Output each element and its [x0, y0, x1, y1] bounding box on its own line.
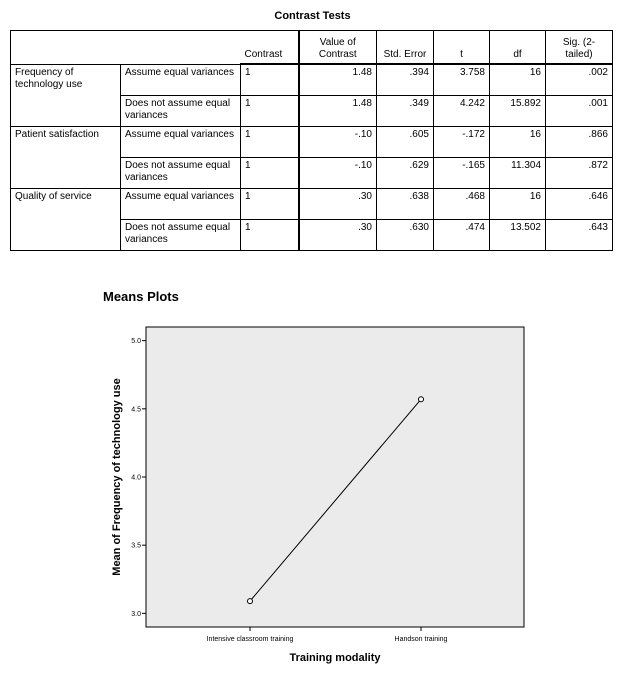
df-cell: 16: [490, 127, 546, 158]
group-label: Frequency of technology use: [11, 64, 121, 127]
contrast-cell: 1: [241, 96, 299, 127]
df-cell: 15.892: [490, 96, 546, 127]
header-contrast: Contrast: [241, 31, 299, 65]
value-cell: 1.48: [299, 64, 377, 96]
t-cell: 4.242: [434, 96, 490, 127]
df-cell: 16: [490, 189, 546, 220]
value-cell: .30: [299, 220, 377, 251]
data-point: [248, 599, 253, 604]
sig-cell: .872: [546, 158, 613, 189]
y-tick-label: 3.5: [131, 542, 141, 550]
y-tick-label: 3.0: [131, 610, 141, 618]
header-sig: Sig. (2-tailed): [546, 31, 613, 65]
y-tick-label: 4.5: [131, 406, 141, 414]
y-axis-label: Mean of Frequency of technology use: [111, 378, 123, 576]
value-cell: 1.48: [299, 96, 377, 127]
assumption-cell: Does not assume equal variances: [121, 220, 241, 251]
sig-cell: .001: [546, 96, 613, 127]
group-label: Quality of service: [11, 189, 121, 251]
y-tick-label: 5.0: [131, 338, 141, 346]
sig-cell: .866: [546, 127, 613, 158]
std-error-cell: .629: [377, 158, 434, 189]
t-cell: 3.758: [434, 64, 490, 96]
t-cell: -.172: [434, 127, 490, 158]
header-value-of-contrast: Value of Contrast: [299, 31, 377, 65]
contrast-cell: 1: [241, 220, 299, 251]
df-cell: 16: [490, 64, 546, 96]
x-axis-ticks: [207, 627, 448, 643]
means-plots-title: Means Plots: [103, 289, 179, 304]
std-error-cell: .605: [377, 127, 434, 158]
assumption-cell: Does not assume equal variances: [121, 158, 241, 189]
group-label: Patient satisfaction: [11, 127, 121, 189]
assumption-cell: Assume equal variances: [121, 189, 241, 220]
contrast-cell: 1: [241, 158, 299, 189]
data-point: [419, 397, 424, 402]
y-axis-ticks: [131, 338, 146, 618]
sig-cell: .643: [546, 220, 613, 251]
value-cell: -.10: [299, 158, 377, 189]
t-cell: .474: [434, 220, 490, 251]
contrast-cell: 1: [241, 64, 299, 96]
plot-area: [146, 327, 524, 627]
y-tick-label: 4.0: [131, 474, 141, 482]
df-cell: 13.502: [490, 220, 546, 251]
sig-cell: .646: [546, 189, 613, 220]
header-df: df: [490, 31, 546, 65]
sig-cell: .002: [546, 64, 613, 96]
value-cell: .30: [299, 189, 377, 220]
std-error-cell: .630: [377, 220, 434, 251]
std-error-cell: .394: [377, 64, 434, 96]
df-cell: 11.304: [490, 158, 546, 189]
header-t: t: [434, 31, 490, 65]
assumption-cell: Does not assume equal variances: [121, 96, 241, 127]
std-error-cell: .349: [377, 96, 434, 127]
contrast-cell: 1: [241, 127, 299, 158]
contrast-cell: 1: [241, 189, 299, 220]
value-cell: -.10: [299, 127, 377, 158]
table-title: Contrast Tests: [274, 10, 351, 22]
t-cell: -.165: [434, 158, 490, 189]
assumption-cell: Assume equal variances: [121, 64, 241, 96]
t-cell: .468: [434, 189, 490, 220]
x-tick-label: Intensive classroom training: [206, 636, 294, 643]
x-tick-label: Handson training: [394, 636, 448, 643]
header-std-error: Std. Error: [377, 31, 434, 65]
x-axis-label: Training modality: [289, 652, 381, 664]
assumption-cell: Assume equal variances: [121, 127, 241, 158]
std-error-cell: .638: [377, 189, 434, 220]
